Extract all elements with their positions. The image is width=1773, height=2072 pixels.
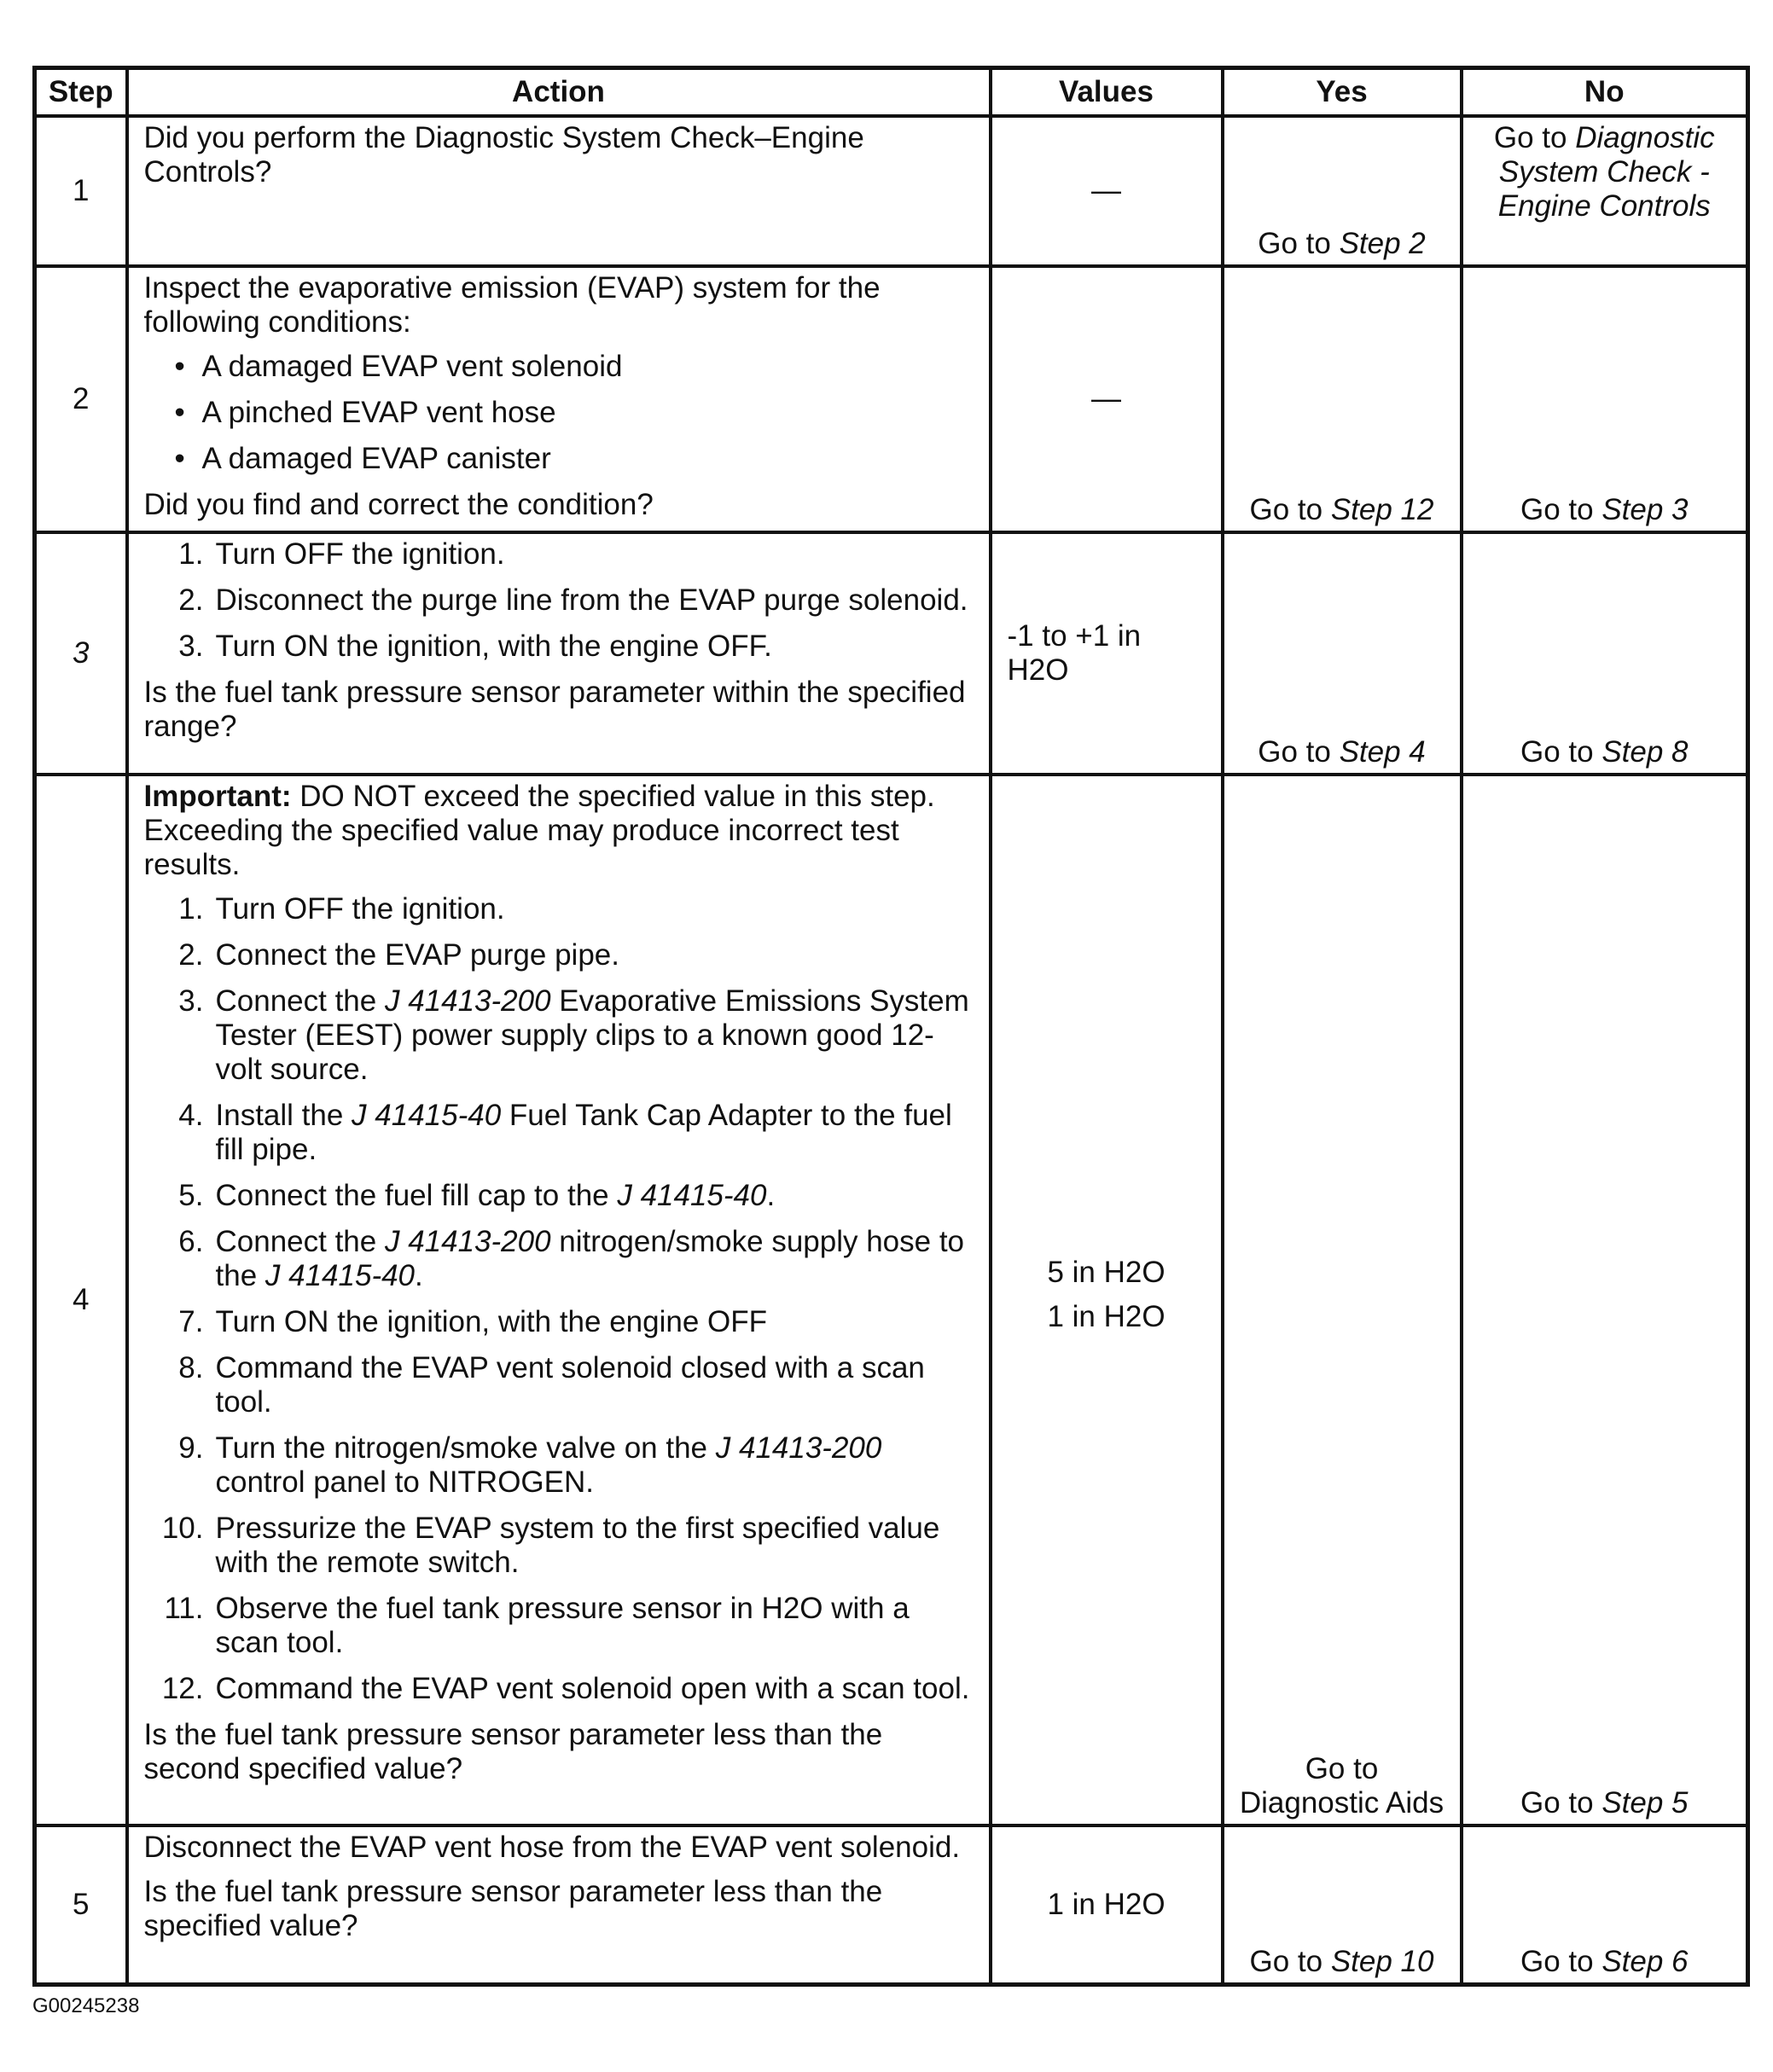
action-cell: [127, 1825, 991, 1984]
procedure-list: [144, 537, 974, 664]
no-cell: [1462, 116, 1748, 266]
action-text: Did you perform the Diagnostic System Check–Engine Controls?: [143, 121, 864, 189]
tool-ref: J 41415-40: [352, 1099, 502, 1132]
no-cell: [1462, 266, 1748, 532]
important-label: Important:: [143, 780, 292, 813]
list-item: 1. Turn OFF the ignition.: [178, 537, 505, 571]
table-row-step-1: [35, 116, 1748, 266]
action-cell: [127, 532, 991, 775]
list-item: 11. Observe the fuel tank pressure sensor in H2O with a scan tool.: [164, 1592, 910, 1659]
yes-cell: [1223, 116, 1462, 266]
action-question: Is the fuel tank pressure sensor parameter less than the specified value?: [143, 1875, 883, 1942]
list-item: 8. Command the EVAP vent solenoid closed with a scan tool.: [178, 1351, 925, 1419]
no-cell: [1462, 775, 1748, 1825]
list-item: • A pinched EVAP vent hose: [144, 396, 974, 430]
figure-id: G00245238: [32, 1994, 140, 2017]
important-note: [144, 780, 974, 882]
no-prefix: Go to: [1520, 493, 1602, 526]
list-item: 7. Turn ON the ignition, with the engine OFF: [178, 1305, 768, 1338]
yes-prefix: Go to: [1258, 227, 1340, 260]
header-no: No: [1462, 68, 1748, 117]
list-item: 9. Turn the nitrogen/smoke valve on the J 41413-200 control panel to NITROGEN.: [178, 1431, 882, 1499]
no-step-ref: Step 5: [1602, 1786, 1689, 1820]
yes-cell: [1223, 266, 1462, 532]
list-item: 4. Install the J 41415-40 Fuel Tank Cap Adapter to the fuel fill pipe.: [178, 1099, 952, 1166]
no-prefix: Go to: [1520, 1944, 1602, 1978]
list-item: 12. Command the EVAP vent solenoid open with a scan tool.: [161, 1672, 970, 1705]
list-item: 3. Turn ON the ignition, with the engine OFF.: [178, 630, 772, 663]
step-number: 4: [35, 775, 127, 1825]
diagnostic-table: [32, 66, 1750, 1987]
procedure-list: [144, 892, 974, 1706]
list-item: 6. Connect the J 41413-200 nitrogen/smoke supply hose to the J 41415-40.: [178, 1225, 965, 1292]
action-question: Did you find and correct the condition?: [143, 488, 654, 521]
no-step-ref: Step 3: [1602, 493, 1689, 526]
action-question: Is the fuel tank pressure sensor parameter less than the second specified value?: [143, 1718, 883, 1785]
no-cell: [1462, 1825, 1748, 1984]
yes-step-ref: Step 4: [1339, 735, 1426, 769]
values-cell: [991, 775, 1223, 1825]
values-cell: -1 to +1 in H2O: [991, 532, 1223, 775]
value-line: 5 in H2O: [1047, 1256, 1166, 1289]
header-yes: Yes: [1223, 68, 1462, 117]
no-step-ref: Step 6: [1602, 1944, 1689, 1978]
header-step: Step: [35, 68, 127, 117]
yes-text: Go to Diagnostic Aids: [1239, 1752, 1445, 1820]
list-item: 3. Connect the J 41413-200 Evaporative Emissions System Tester (EEST) power supply clips to a known good 12-volt source.: [178, 984, 969, 1086]
values-cell: 1 in H2O: [991, 1825, 1223, 1984]
yes-cell: [1223, 775, 1462, 1825]
list-item: 2. Connect the EVAP purge pipe.: [178, 938, 619, 972]
step-number: 3: [35, 532, 127, 775]
action-cell: [127, 116, 991, 266]
table-row-step-2: [35, 266, 1748, 532]
yes-step-ref: Step 10: [1330, 1944, 1434, 1978]
tool-ref: J 41413-200: [384, 984, 551, 1018]
table-header-row: [35, 68, 1748, 117]
value-line: 1 in H2O: [1047, 1300, 1166, 1333]
yes-step-ref: Step 2: [1339, 227, 1426, 260]
tool-ref: J 41413-200: [384, 1225, 551, 1258]
no-step-ref: Diagnostic System Check - Engine Controls: [1497, 121, 1715, 223]
list-item: 10. Pressurize the EVAP system to the first specified value with the remote switch.: [161, 1512, 940, 1579]
values-cell: —: [991, 116, 1223, 266]
table-row-step-4: [35, 775, 1748, 1825]
header-action: Action: [127, 68, 991, 117]
step-number: 2: [35, 266, 127, 532]
no-prefix: Go to: [1493, 121, 1576, 154]
list-item: • A damaged EVAP canister: [144, 442, 974, 476]
tool-ref: J 41413-200: [715, 1431, 882, 1465]
yes-prefix: Go to: [1249, 493, 1331, 526]
action-cell: [127, 266, 991, 532]
tool-ref: J 41415-40: [264, 1259, 416, 1292]
list-item: 5. Connect the fuel fill cap to the J 41415-40.: [178, 1179, 776, 1212]
action-text: Disconnect the EVAP vent hose from the EVAP vent solenoid.: [143, 1831, 961, 1864]
step-number: 5: [35, 1825, 127, 1984]
table-row-step-3: [35, 532, 1748, 775]
header-values: Values: [991, 68, 1223, 117]
values-cell: —: [991, 266, 1223, 532]
list-item: • A damaged EVAP vent solenoid: [144, 350, 974, 384]
no-prefix: Go to: [1520, 1786, 1602, 1820]
list-item: 2. Disconnect the purge line from the EVAP purge solenoid.: [178, 583, 968, 617]
action-cell: [127, 775, 991, 1825]
no-step-ref: Step 8: [1602, 735, 1689, 769]
table-row-step-5: [35, 1825, 1748, 1984]
important-text: DO NOT exceed the specified value in this step. Exceeding the specified value may produce incorrect test results.: [143, 780, 935, 881]
yes-step-ref: Step 12: [1330, 493, 1434, 526]
action-question: Is the fuel tank pressure sensor parameter within the specified range?: [143, 676, 966, 743]
yes-cell: [1223, 1825, 1462, 1984]
action-intro: Inspect the evaporative emission (EVAP) system for the following conditions:: [143, 271, 881, 339]
condition-list: [144, 350, 974, 476]
list-item: 1. Turn OFF the ignition.: [178, 892, 505, 926]
yes-prefix: Go to: [1258, 735, 1340, 769]
no-prefix: Go to: [1520, 735, 1602, 769]
yes-cell: [1223, 532, 1462, 775]
yes-prefix: Go to: [1249, 1944, 1331, 1978]
no-cell: [1462, 532, 1748, 775]
step-number: 1: [35, 116, 127, 266]
tool-ref: J 41415-40: [617, 1179, 767, 1212]
